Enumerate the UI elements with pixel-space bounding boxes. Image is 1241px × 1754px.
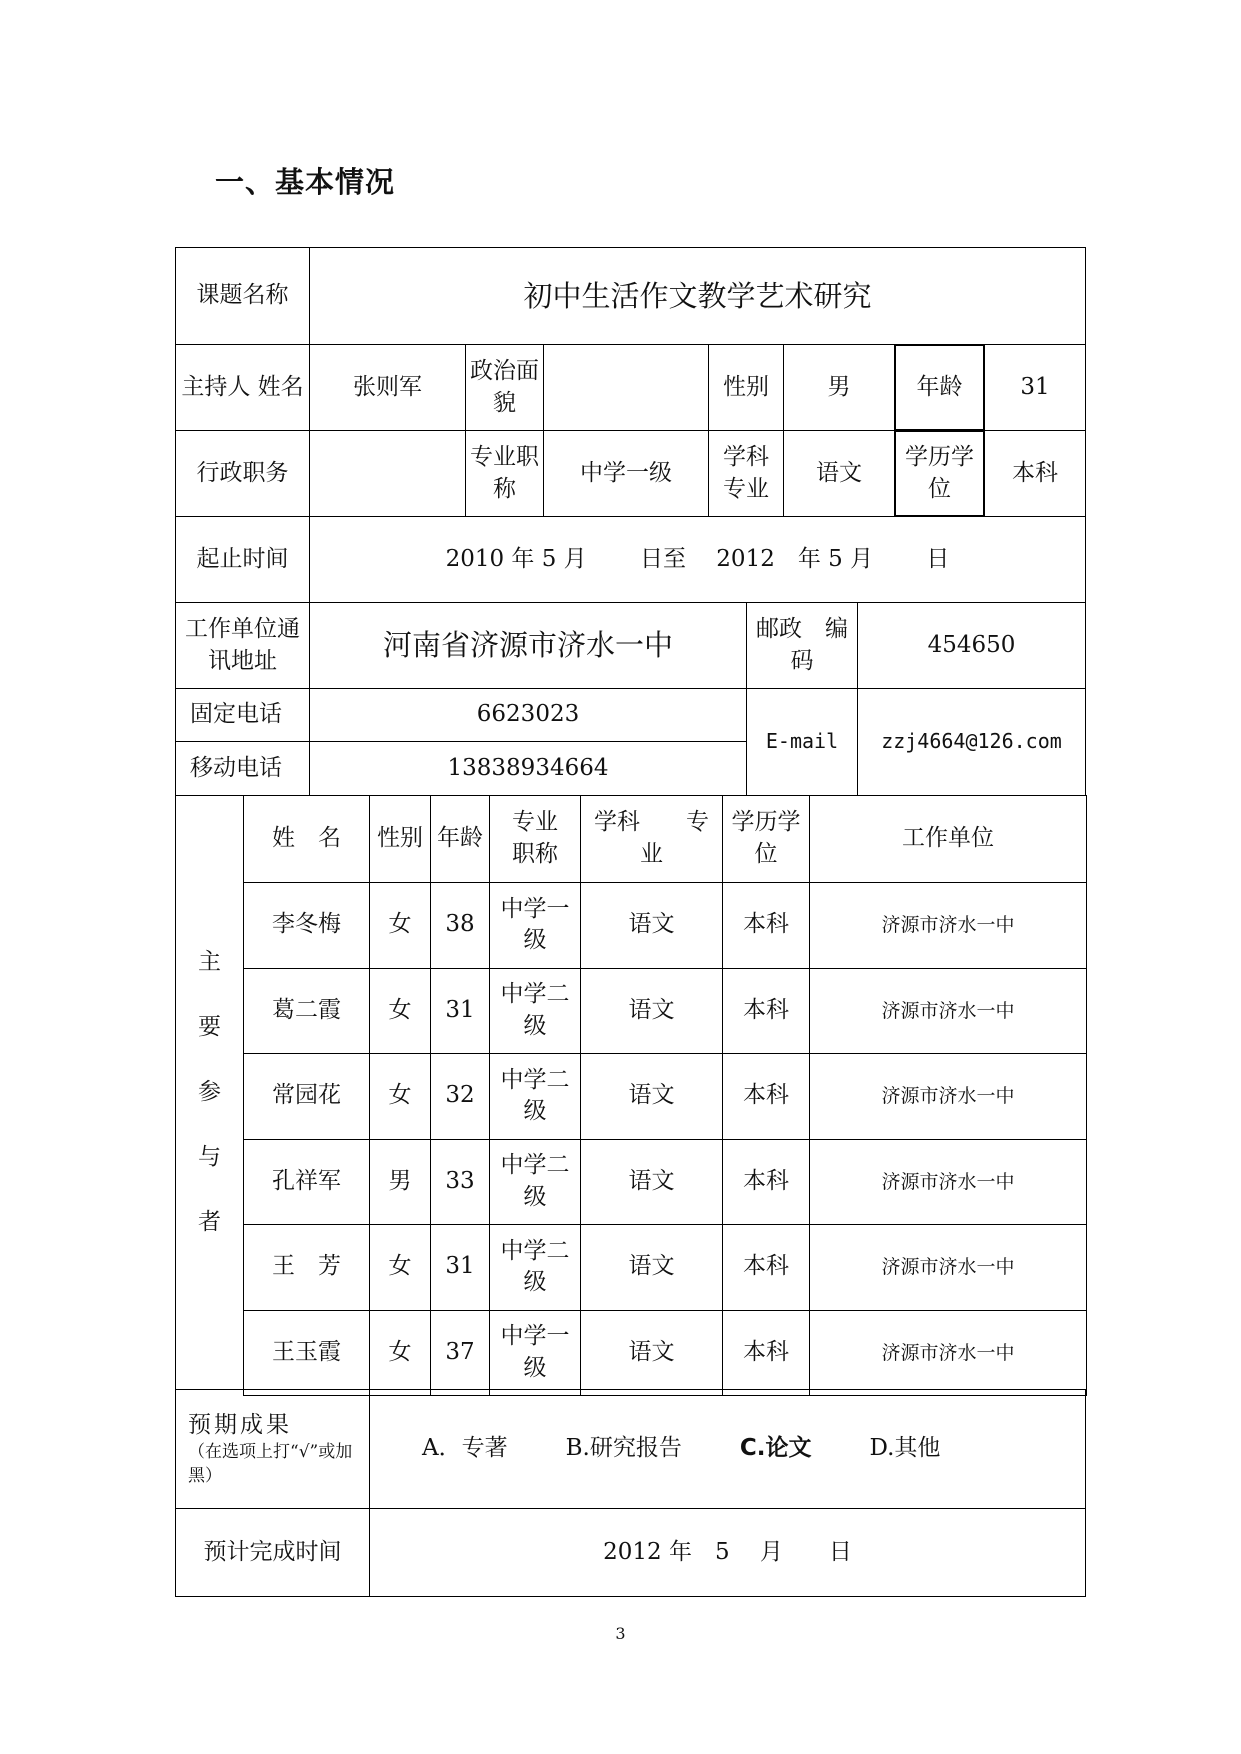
- participants-label-char: 主: [198, 949, 221, 975]
- outcome-label: 预期成果: [188, 1411, 292, 1438]
- participants-header-age: 年龄: [430, 795, 490, 883]
- page-number: 3: [615, 1624, 626, 1643]
- email-value: zzj4664@126.com: [857, 688, 1086, 796]
- participant-unit: 济源市济水一中: [809, 1310, 1087, 1397]
- participant-age: 33: [430, 1139, 490, 1226]
- outcome-options: [369, 1389, 1086, 1509]
- completion-value: 2012 年 5 月 日: [369, 1508, 1086, 1597]
- degree-value: 本科: [984, 430, 1086, 517]
- host-name-label: 主持人 姓名: [175, 344, 310, 431]
- participant-degree: 本科: [722, 968, 810, 1055]
- participant-name: 王玉霞: [243, 1310, 370, 1397]
- postcode-value: 454650: [857, 602, 1086, 689]
- participant-degree: 本科: [722, 1224, 810, 1311]
- participant-name: 常园花: [243, 1053, 370, 1140]
- participant-subject: 语文: [580, 968, 723, 1055]
- participant-age: 31: [430, 1224, 490, 1311]
- participant-subject: 语文: [580, 1139, 723, 1226]
- participant-degree: 本科: [722, 1139, 810, 1226]
- participant-name: 王 芳: [243, 1224, 370, 1311]
- participant-subject: 语文: [580, 1224, 723, 1311]
- outcome-note: （在选项上打“√”或加黑）: [188, 1442, 353, 1486]
- participants-header-title: 专业 职称: [489, 795, 581, 883]
- participant-age: 38: [430, 882, 490, 969]
- email-label: E-mail: [746, 688, 858, 796]
- fixed-phone-label: 固定电话: [175, 688, 310, 742]
- participant-degree: 本科: [722, 882, 810, 969]
- admin-post-value: [309, 430, 466, 517]
- participants-header-subject: 学科 专业: [580, 795, 723, 883]
- participant-title: 中学一级: [489, 882, 581, 969]
- period-value: 2010 年 5 月 日至 2012 年 5 月 日: [309, 516, 1086, 603]
- participants-label-char: 参: [198, 1079, 221, 1105]
- participants-header-gender: 性别: [369, 795, 431, 883]
- participant-subject: 语文: [580, 882, 723, 969]
- participant-gender: 女: [369, 1224, 431, 1311]
- participant-gender: 女: [369, 882, 431, 969]
- outcome-option-selected: C.论文: [739, 1435, 812, 1462]
- participant-title: 中学二级: [489, 1139, 581, 1226]
- fixed-phone-value: 6623023: [309, 688, 747, 742]
- project-title-value: 初中生活作文教学艺术研究: [309, 247, 1086, 345]
- age-label: 年龄: [894, 344, 985, 431]
- participant-unit: 济源市济水一中: [809, 1053, 1087, 1140]
- political-status-value: [543, 344, 709, 431]
- outcome-option: A．专著: [422, 1435, 508, 1462]
- participants-header-degree: 学历学位: [722, 795, 810, 883]
- subject-label: 学科专业: [708, 430, 784, 517]
- participant-gender: 女: [369, 1053, 431, 1140]
- participant-unit: 济源市济水一中: [809, 1224, 1087, 1311]
- participant-gender: 男: [369, 1139, 431, 1226]
- participants-header-unit: 工作单位: [809, 795, 1087, 883]
- participants-section-label: [175, 795, 244, 1390]
- participant-name: 李冬梅: [243, 882, 370, 969]
- basic-info-table: [175, 247, 1086, 1597]
- political-status-label: 政治面貌: [465, 344, 544, 431]
- degree-label: 学历学位: [894, 430, 985, 517]
- participant-gender: 女: [369, 1310, 431, 1397]
- participants-label-char: 要: [198, 1014, 221, 1040]
- age-value: 31: [984, 344, 1086, 431]
- mobile-phone-label: 移动电话: [175, 741, 310, 796]
- participant-age: 37: [430, 1310, 490, 1397]
- participant-unit: 济源市济水一中: [809, 968, 1087, 1055]
- participant-name: 孔祥军: [243, 1139, 370, 1226]
- professional-title-label: 专业职称: [465, 430, 544, 517]
- outcome-option: D.其他: [869, 1435, 941, 1462]
- outcome-option: B.研究报告: [565, 1435, 682, 1462]
- participant-title: 中学二级: [489, 1224, 581, 1311]
- completion-label: 预计完成时间: [175, 1508, 370, 1597]
- participant-degree: 本科: [722, 1053, 810, 1140]
- participant-title: 中学二级: [489, 968, 581, 1055]
- participants-header-name: 姓 名: [243, 795, 370, 883]
- professional-title-value: 中学一级: [543, 430, 709, 517]
- work-unit-label: 工作单位通讯地址: [175, 602, 310, 689]
- participant-unit: 济源市济水一中: [809, 1139, 1087, 1226]
- project-title-label: 课题名称: [175, 247, 310, 345]
- gender-label: 性别: [708, 344, 784, 431]
- participants-label-char: 者: [198, 1209, 221, 1235]
- participant-degree: 本科: [722, 1310, 810, 1397]
- outcome-label-cell: [175, 1389, 370, 1509]
- participant-age: 31: [430, 968, 490, 1055]
- subject-value: 语文: [783, 430, 895, 517]
- participant-subject: 语文: [580, 1053, 723, 1140]
- participant-title: 中学二级: [489, 1053, 581, 1140]
- host-name-value: 张则军: [309, 344, 466, 431]
- participant-gender: 女: [369, 968, 431, 1055]
- postcode-label: 邮政 编码: [746, 602, 858, 689]
- participant-age: 32: [430, 1053, 490, 1140]
- participant-title: 中学一级: [489, 1310, 581, 1397]
- period-label: 起止时间: [175, 516, 310, 603]
- admin-post-label: 行政职务: [175, 430, 310, 517]
- participants-label-char: 与: [198, 1144, 221, 1170]
- work-unit-value: 河南省济源市济水一中: [309, 602, 747, 689]
- participant-unit: 济源市济水一中: [809, 882, 1087, 969]
- section-heading: 一、基本情况: [215, 165, 396, 199]
- gender-value: 男: [783, 344, 895, 431]
- mobile-phone-value: 13838934664: [309, 741, 747, 796]
- participant-subject: 语文: [580, 1310, 723, 1397]
- participant-name: 葛二霞: [243, 968, 370, 1055]
